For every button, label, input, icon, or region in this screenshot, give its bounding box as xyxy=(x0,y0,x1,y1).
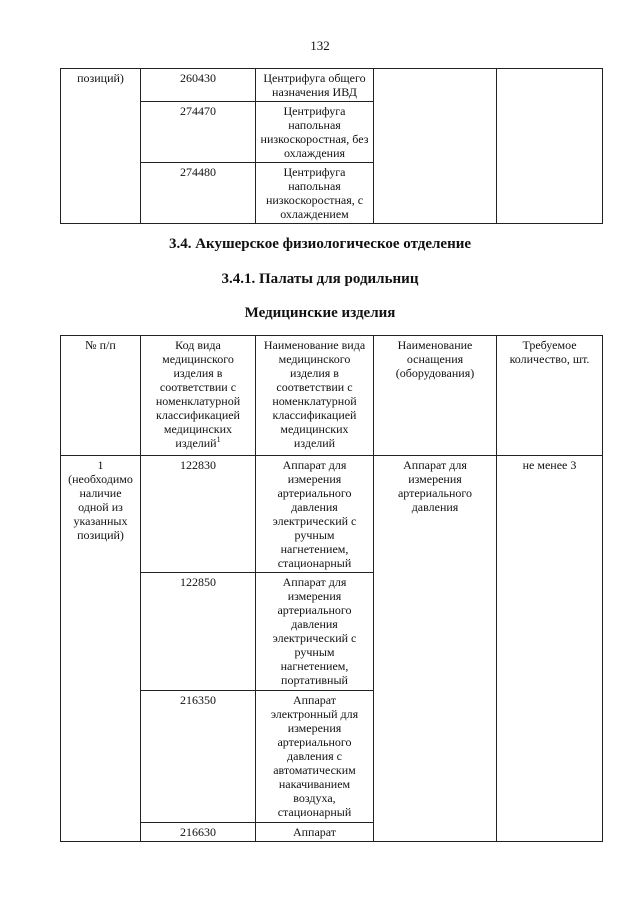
header-equipment: Наименование оснащения (оборудования) xyxy=(374,336,497,456)
header-name: Наименование вида медицинского изделия в соответствии с номенклатурной классификацией медицинских изделий xyxy=(256,336,374,456)
medical-devices-table xyxy=(60,335,603,842)
header-code-text: Код вида медицинского изделия в соответствии с номенклатурной классификацией медицинских изделий xyxy=(155,338,241,450)
name-cell: Аппарат для измерения артериального давления электрический с ручным нагнетением, стационарный xyxy=(256,456,374,573)
code-cell: 216630 xyxy=(141,823,256,842)
row-number: 1 xyxy=(97,458,104,472)
name-cell: Центрифуга напольная низкоскоростная, с охлаждением xyxy=(256,163,374,224)
row-number-cell xyxy=(61,69,141,224)
row-number-cell xyxy=(61,456,141,842)
code-cell: 122830 xyxy=(141,456,256,573)
table-caption: Медицинские изделия xyxy=(244,305,396,321)
code-cell: 274480 xyxy=(141,163,256,224)
name-cell: Аппарат xyxy=(256,823,374,842)
header-row xyxy=(61,336,603,456)
name-cell: Аппарат электронный для измерения артериального давления с автоматическим накачиванием воздуха, стационарный xyxy=(256,691,374,823)
name-cell: Центрифуга общего назначения ИВД xyxy=(256,69,374,102)
section-title: 3.4. Акушерское физиологическое отделение xyxy=(168,236,472,252)
header-num: № п/п xyxy=(61,336,141,456)
subsection-title: 3.4.1. Палаты для родильниц xyxy=(221,271,419,287)
quantity-cell xyxy=(497,69,603,224)
header-code xyxy=(141,336,256,456)
equipment-cell xyxy=(374,69,497,224)
code-cell: 274470 xyxy=(141,102,256,163)
code-cell: 122850 xyxy=(141,573,256,691)
name-cell: Аппарат для измерения артериального давления электрический с ручным нагнетением, портативный xyxy=(256,573,374,691)
row-number-note: позиций) xyxy=(77,71,124,85)
row-number-note: (необходимо наличие одной из указанных позиций) xyxy=(68,472,133,542)
code-cell: 260430 xyxy=(141,69,256,102)
footnote-marker: 1 xyxy=(216,435,221,444)
continuation-table xyxy=(60,68,603,224)
header-quantity: Требуемое количество, шт. xyxy=(497,336,603,456)
name-cell: Центрифуга напольная низкоскоростная, без охлаждения xyxy=(256,102,374,163)
code-cell: 216350 xyxy=(141,691,256,823)
table-row xyxy=(61,456,603,573)
table-row xyxy=(61,69,603,102)
equipment-cell: Аппарат для измерения артериального давления xyxy=(374,456,497,842)
quantity-cell: не менее 3 xyxy=(497,456,603,842)
page-number: 132 xyxy=(310,38,330,53)
